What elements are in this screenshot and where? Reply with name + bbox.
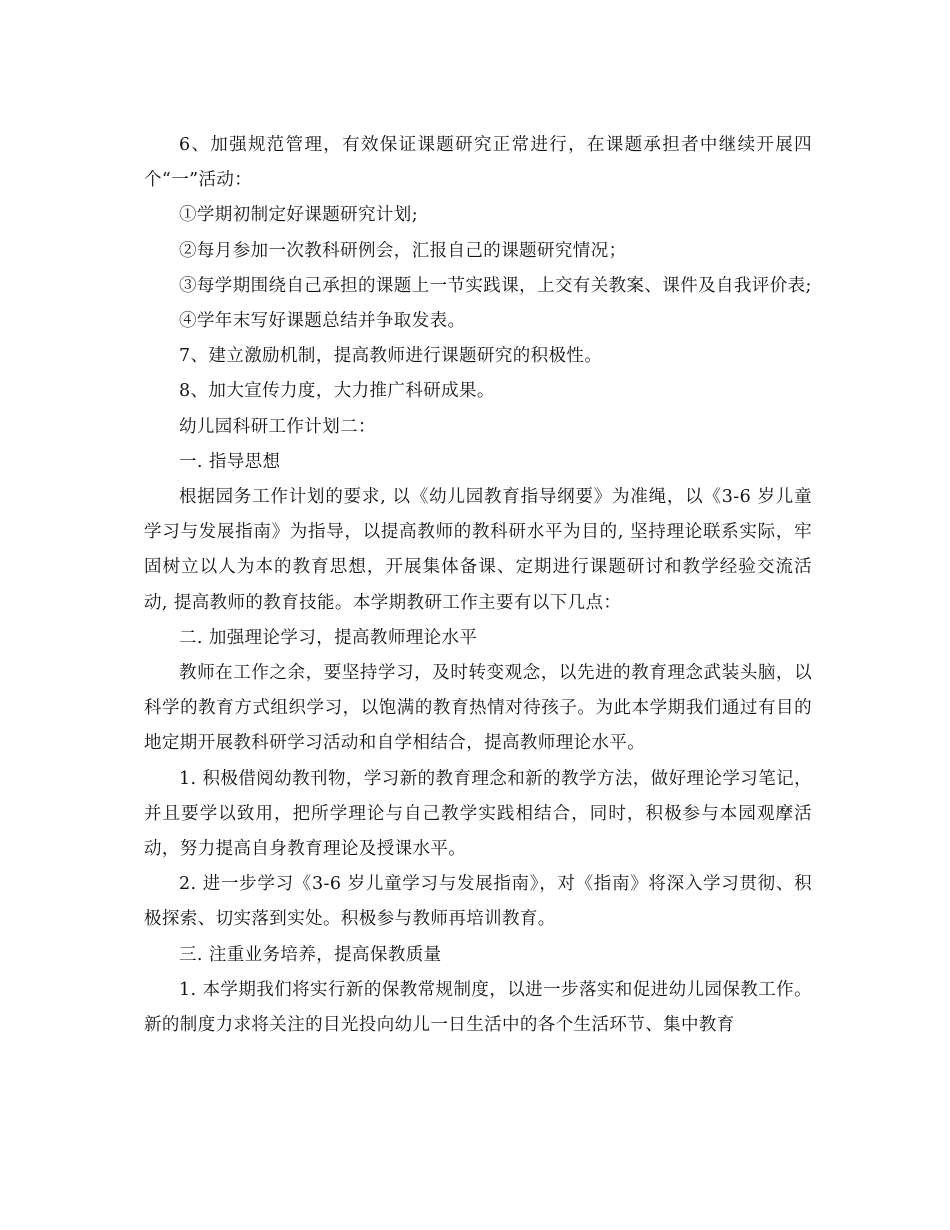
document-body xyxy=(144,128,812,1043)
paragraph-theory-point-2: 2. 进一步学习《3-6 岁儿童学习与发展指南》，对《指南》将深入学习贯彻、积极探索、切实落到实处。积极参与教师再培训教育。 xyxy=(144,874,812,930)
paragraph-training-point-1: 1. 本学期我们将实行新的保教常规制度，以进一步落实和促进幼儿园保教工作。新的制度力求将关注的目光投向幼儿一日生活中的各个生活环节、集中教育 xyxy=(144,979,812,1036)
paragraph-item-6-management: 6、加强规范管理，有效保证课题研究正常进行，在课题承担者中继续开展四个“一”活动： xyxy=(144,135,812,191)
paragraph-list-item-2: ②每月参加一次教科研例会，汇报自己的课题研究情况； xyxy=(179,240,627,261)
paragraph-list-item-3: ③每学期围绕自己承担的课题上一节实践课，上交有关教案、课件及自我评价表; xyxy=(179,275,812,296)
paragraph-theory-study: 教师在工作之余，要坚持学习，及时转变观念，以先进的教育理念武装头脑，以科学的教育方式组织学习，以饱满的教育热情对待孩子。为此本学期我们通过有目的地定期开展教科研学习活动和自学相结合，提高教师理论水平。 xyxy=(144,663,812,754)
paragraph-list-item-1: ①学期初制定好课题研究计划; xyxy=(179,205,418,226)
section-heading-business-training: 三. 注重业务培养，提高保教质量 xyxy=(179,944,442,965)
section-heading-guiding-thought: 一. 指导思想 xyxy=(179,451,281,472)
section-title-plan-two: 幼儿园科研工作计划二： xyxy=(179,416,376,437)
paragraph-list-item-4: ④学年末写好课题总结并争取发表。 xyxy=(179,311,466,332)
section-heading-theory-study: 二. 加强理论学习，提高教师理论水平 xyxy=(179,627,478,648)
paragraph-guiding-thought: 根据园务工作计划的要求, 以《幼儿园教育指导纲要》为准绳，以《3-6 岁儿童学习与发展指南》为指导，以提高教师的教科研水平为目的, 坚持理论联系实际，牢固树立以人为本的教育思想，开展集体备课、定期进行课题研讨和教学经验交流活动, 提高教师的教育技能。本学期教研工作主要有以下几点： xyxy=(144,487,812,613)
paragraph-theory-point-1: 1. 积极借阅幼教刊物，学习新的教育理念和新的教学方法，做好理论学习笔记，并且要学以致用，把所学理论与自己教学实践相结合，同时，积极参与本园观摩活动，努力提高自身教育理论及授课水平。 xyxy=(144,768,812,860)
paragraph-item-7-incentive: 7、建立激励机制，提高教师进行课题研究的积极性。 xyxy=(179,346,603,367)
paragraph-item-8-publicity: 8、加大宣传力度，大力推广科研成果。 xyxy=(179,381,495,402)
